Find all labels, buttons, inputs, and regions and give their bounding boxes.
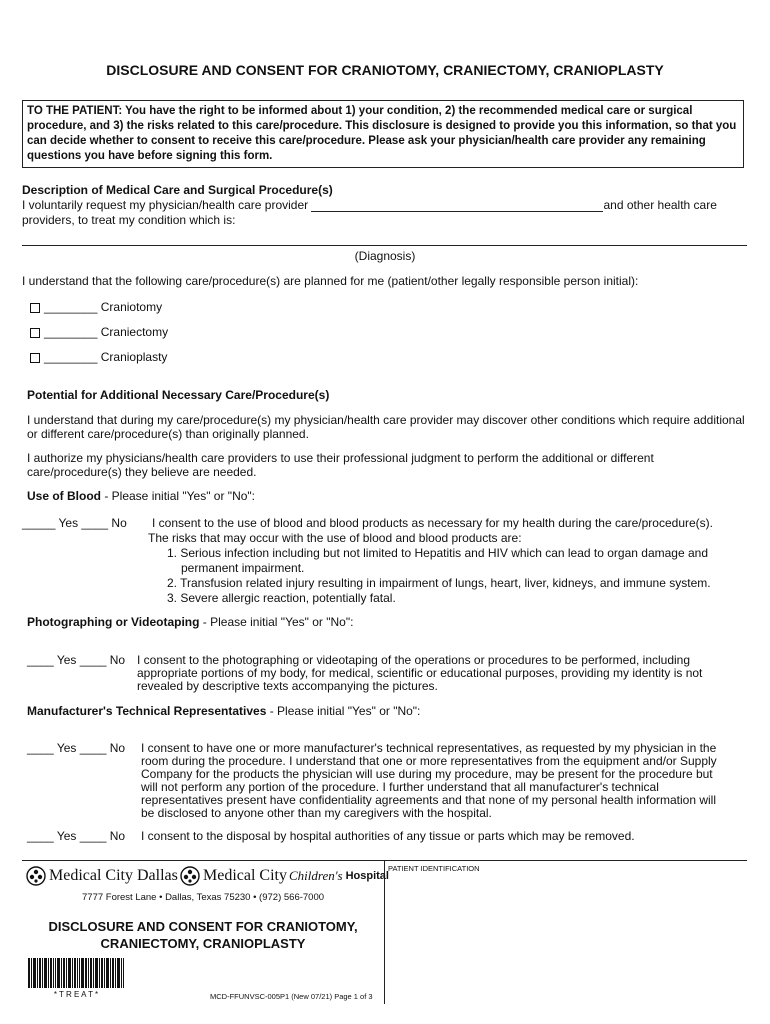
photo-consent-line-3: revealed by descriptive texts accompanying the pictures. <box>137 679 438 693</box>
disposal-yes-no[interactable]: ____ Yes ____ No <box>27 829 126 843</box>
manufacturer-heading-suffix: - Please initial "Yes" or "No": <box>266 704 421 718</box>
form-title-line-2: CRANIECTOMY, CRANIOPLASTY <box>100 936 306 951</box>
craniectomy-label: Craniectomy <box>100 325 169 339</box>
manufacturer-line-6: be disclosed to anyone other than my caregivers with the hospital. <box>141 806 492 820</box>
blood-consent: I consent to the use of blood and blood products as necessary for my health during the care/procedure(s). <box>152 516 713 530</box>
description-line1-start: I voluntarily request my physician/health care provider <box>22 198 309 212</box>
photo-heading-row <box>27 615 353 629</box>
photo-heading: Photographing or Videotaping <box>27 615 200 629</box>
blood-heading-row <box>27 489 255 503</box>
disposal-consent: I consent to the disposal by hospital authorities of any tissue or parts which may be removed. <box>141 829 635 843</box>
planned-procedures-text: I understand that the following care/procedure(s) are planned for me (patient/other legally responsible person initial): <box>22 274 639 288</box>
craniotomy-initial-blank[interactable]: ________ <box>44 300 98 314</box>
procedure-row-cranioplasty <box>30 350 167 364</box>
craniectomy-checkbox[interactable] <box>30 328 40 338</box>
childrens-hospital-logo <box>180 866 389 886</box>
patient-notice: TO THE PATIENT: You have the right to be informed about 1) your condition, 2) the recommended medical care or surgical procedure, and 3) the risks related to this care/procedure. This disclosure is designed to provide you this information, so that you can decide whether to consent to receive this care/procedure. Please ask your physician/health care provider any remaining questions you have before signing this form. <box>22 100 744 168</box>
description-heading: Description of Medical Care and Surgical Procedure(s) <box>22 183 333 197</box>
diagnosis-field[interactable] <box>22 245 747 246</box>
blood-risk-2: 2. Transfusion related injury resulting in impairment of lungs, heart, liver, kidneys, and immune system. <box>167 576 711 590</box>
hospital-emblem-icon <box>26 866 46 886</box>
additional-paragraph-2: I authorize my physicians/health care providers to use their professional judgment to perform the additional or different care/procedure(s) they believe are needed. <box>27 451 654 479</box>
blood-heading: Use of Blood <box>27 489 101 503</box>
blood-risk-1-cont: permanent impairment. <box>181 561 305 575</box>
document-title: DISCLOSURE AND CONSENT FOR CRANIOTOMY, CRANIECTOMY, CRANIOPLASTY <box>106 62 664 78</box>
barcode-text: * T R E A T * <box>53 990 99 999</box>
manufacturer-line-5: representatives present have confidentiality agreements and that none of my personal health information will <box>141 793 716 807</box>
procedure-row-craniectomy <box>30 325 168 339</box>
blood-risks-intro: The risks that may occur with the use of blood and blood products are: <box>148 531 522 545</box>
blood-yes-no[interactable]: _____ Yes ____ No <box>22 516 127 530</box>
logo-medical-city-text: Medical City <box>203 867 287 884</box>
blood-heading-suffix: - Please initial "Yes" or "No": <box>101 489 255 503</box>
patient-identification-label: PATIENT IDENTIFICATION <box>388 864 480 873</box>
cranioplasty-checkbox[interactable] <box>30 353 40 363</box>
procedure-row-craniotomy <box>30 300 162 314</box>
manufacturer-line-4: will not perform any portion of the procedure. I further understand that all manufacturer's technical <box>141 780 659 794</box>
craniectomy-initial-blank[interactable]: ________ <box>44 325 98 339</box>
form-title <box>22 918 384 952</box>
diagnosis-label: (Diagnosis) <box>354 249 416 263</box>
description-line1-end: and other health care <box>603 198 717 212</box>
photo-consent-line-1: I consent to the photographing or videotaping of the operations or procedures to be performed, including <box>137 653 691 667</box>
logo-childrens-text: Children's <box>288 868 343 883</box>
description-line2: providers, to treat my condition which is: <box>22 213 236 227</box>
cranioplasty-initial-blank[interactable]: ________ <box>44 350 98 364</box>
manufacturer-line-2: room during the procedure. I understand that one or more representatives from the equipment and/or Supply <box>141 754 717 768</box>
manufacturer-line-1: I consent to have one or more manufacturer's technical representatives, as requested by my physician in the <box>141 741 717 755</box>
manufacturer-yes-no[interactable]: ____ Yes ____ No <box>27 741 126 755</box>
cranioplasty-label: Cranioplasty <box>100 350 168 364</box>
barcode <box>28 958 124 988</box>
additional-paragraph-1: I understand that during my care/procedure(s) my physician/health care provider may discover other conditions which require additional or different care/procedure(s) than originally planned. <box>27 413 745 441</box>
blood-risk-3: 3. Severe allergic reaction, potentially fatal. <box>167 591 396 605</box>
manufacturer-heading: Manufacturer's Technical Representatives <box>27 704 267 718</box>
description-line1 <box>22 198 717 212</box>
medical-city-dallas-logo <box>26 866 178 886</box>
craniotomy-label: Craniotomy <box>100 300 163 314</box>
craniotomy-checkbox[interactable] <box>30 303 40 313</box>
additional-heading: Potential for Additional Necessary Care/Procedure(s) <box>27 388 330 402</box>
manufacturer-heading-row <box>27 704 420 718</box>
manufacturer-line-3: Company for the products the physician will use during my procedure, may be present for the procedure but <box>141 767 713 781</box>
childrens-emblem-icon <box>180 866 200 886</box>
photo-heading-suffix: - Please initial "Yes" or "No": <box>199 615 354 629</box>
hospital-address: 7777 Forest Lane • Dallas, Texas 75230 • (972) 566-7000 <box>82 892 325 903</box>
photo-consent-line-2: appropriate portions of my body, for medical, scientific or educational purposes, providing my identity is not <box>137 666 703 680</box>
provider-name-field[interactable] <box>311 199 603 212</box>
logo-medical-city-dallas-text: Medical City Dallas <box>49 867 178 884</box>
logo-hospital-text: Hospital <box>345 870 389 882</box>
photo-yes-no[interactable]: ____ Yes ____ No <box>27 653 126 667</box>
form-title-line-1: DISCLOSURE AND CONSENT FOR CRANIOTOMY, <box>48 919 358 934</box>
form-code: MCD-FFUNVSC-005P1 (New 07/21) Page 1 of 3 <box>210 992 373 1001</box>
blood-risk-1: 1. Serious infection including but not limited to Hepatitis and HIV which can lead to organ damage and <box>167 546 708 560</box>
